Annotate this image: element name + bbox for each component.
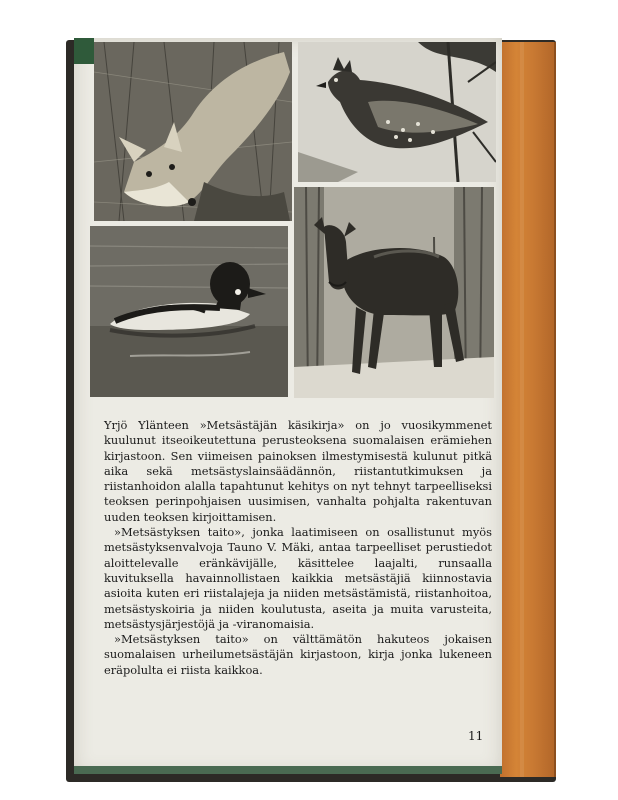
blurb-text bbox=[104, 418, 492, 678]
cover-corner-tab bbox=[74, 38, 94, 64]
blurb-paragraph: »Metsästyksen taito», jonka laatimiseen on osallistunut myös metsästyksenvalvoja Tauno V. Mäki, antaa tarpeelliset perustiedot aloittelevalle eränkävijälle, käsittelee laajalti, runsaalla kuvituksella havainnollistaen kaikkia metsästäjiä kiinnostavia asioita kuten eri riistalajeja ja niiden metsästämistä, riistanhoitoa, metsästyskoiria ja niiden koulutusta, aseita ja muita varusteita, metsästysjärjestöjä ja -viranomaisia. bbox=[104, 525, 492, 631]
cover-bottom-strip bbox=[74, 766, 502, 774]
spine-highlight bbox=[520, 42, 524, 777]
grouse-photo bbox=[298, 42, 496, 182]
blurb-paragraph: »Metsästyksen taito» on välttämätön hakuteos jokaisen suomalaisen urheilumetsästäjän kirjastoon, kirja jonka lukeneen eräpolulta ei riista kaikkoa. bbox=[104, 632, 492, 677]
book-spine bbox=[500, 42, 556, 777]
fox-photo bbox=[94, 42, 292, 221]
moose-photo bbox=[294, 187, 494, 398]
blurb-paragraph: Yrjö Ylänteen »Metsästäjän käsikirja» on jo vuosikymmenet kuulunut itseoikeutettuna perusteoksena suomalaisen erämiehen kirjastoon. Sen viimeisen painoksen ilmestymisestä kulunut pitkä aika sekä metsästyslainsäädännön, riistantutkimuksen ja riistanhoidon alalla tapahtunut kehitys on nyt tehnyt tarpeelliseksi teoksen perinpohjaisen uusimisen, vanhalta pohjalta rakentuvan uuden teoksen kirjoittamisen. bbox=[104, 418, 492, 524]
goldeneye-duck-photo bbox=[90, 226, 288, 397]
page-number: 11 bbox=[468, 729, 484, 743]
